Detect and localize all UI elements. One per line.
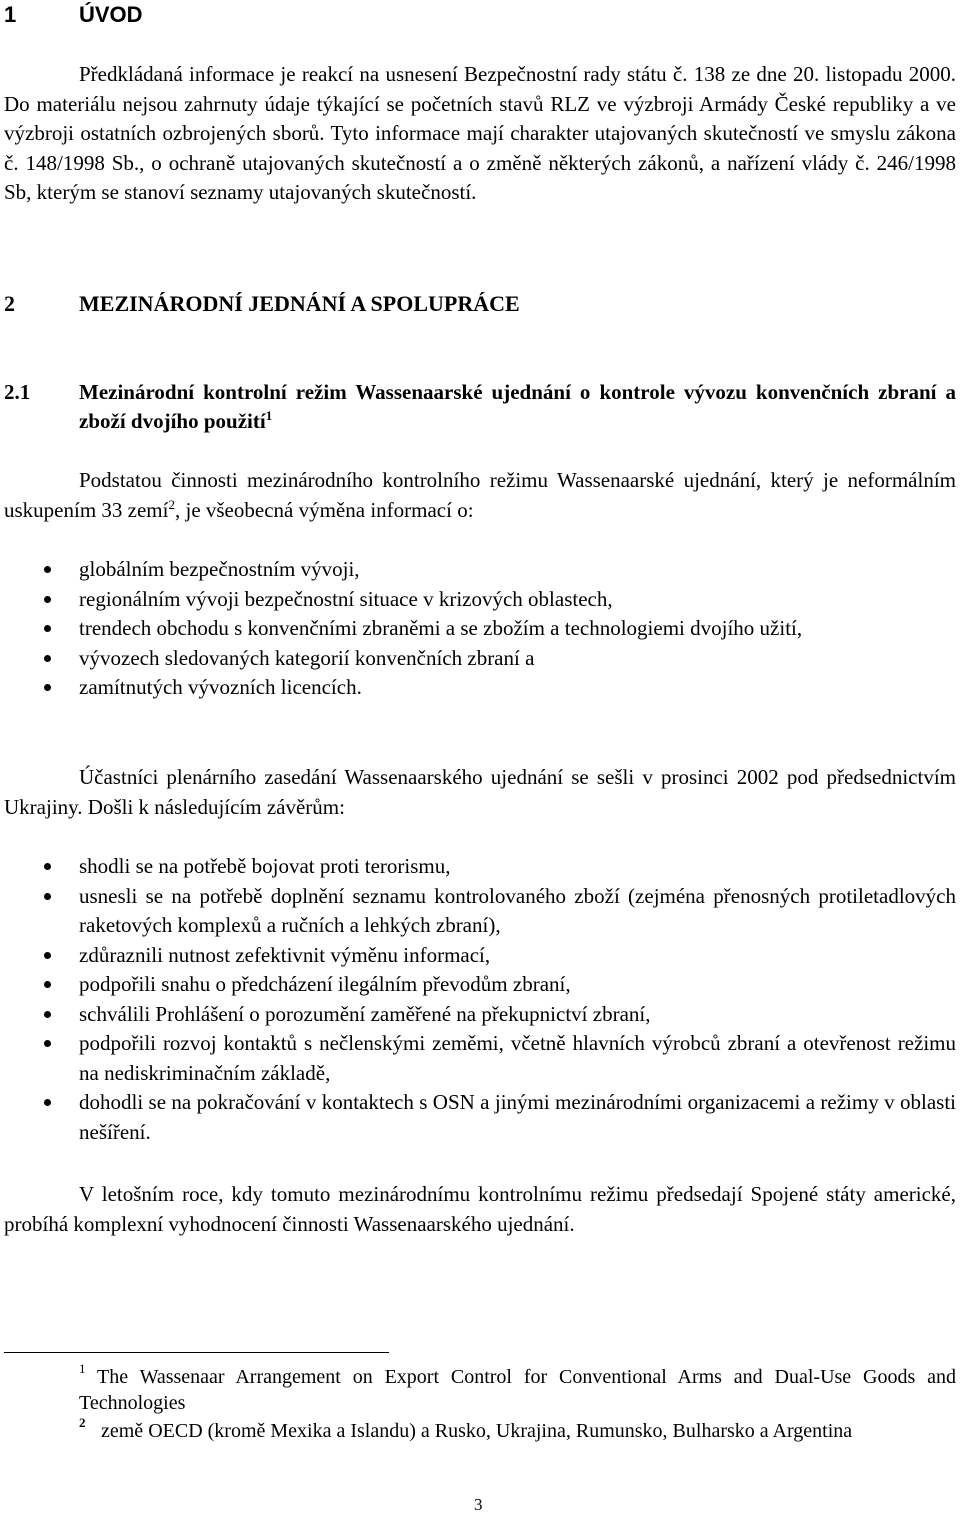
list-item-text: dohodli se na pokračování v kontaktech s OSN a jinými mezinárodními organizacemi a režimy v oblasti nešíření. (79, 1090, 956, 1144)
list-item-text: podpořili snahu o předcházení ilegálním převodům zbraní, (79, 972, 571, 996)
bullet-icon (44, 952, 51, 959)
list-item (4, 1000, 956, 1030)
list-item (4, 644, 956, 674)
section-1-heading (4, 2, 143, 28)
intro-paragraph: Předkládaná informace je reakcí na usnesení Bezpečnostní rady státu č. 138 ze dne 20. listopadu 2000. Do materiálu nejsou zahrnuty údaje týkající se početních stavů RLZ ve výzbroji Armády České republiky a ve výzbroji ostatních ozbrojených sborů. Tyto informace mají charakter utajovaných skutečností ve smyslu zákona č. 148/1998 Sb., o ochraně utajovaných skutečností a o změně některých zákonů, a nařízení vlády č. 246/1998 Sb, kterým se stanoví seznamy utajovaných skutečností. (4, 62, 956, 204)
list-item-text: regionálním vývoji bezpečnostní situace v krizových oblastech, (79, 586, 613, 611)
list-item (4, 614, 956, 644)
bullet-icon (44, 655, 51, 662)
footnote-2-text: země OECD (kromě Mexika a Islandu) a Rusko, Ukrajina, Rumunsko, Bulharsko a Argentina (101, 1420, 853, 1442)
section-2-1-number: 2.1 (4, 380, 31, 404)
footnote-separator (4, 1352, 389, 1353)
footnote-1-mark: 1 (79, 1361, 86, 1376)
section-2-title: MEZINÁRODNÍ JEDNÁNÍ A SPOLUPRÁCE (79, 291, 520, 316)
bullet-icon (44, 596, 51, 603)
bullet-icon (44, 893, 51, 900)
list-item (4, 1029, 956, 1088)
list-item-text: zamítnutých vývozních licencích. (79, 675, 362, 699)
list-item-text: usnesli se na potřebě doplnění seznamu kontrolovaného zboží (zejména přenosných protiletadlových raketových komplexů a ručních a lehkých zbraní), (79, 883, 956, 937)
bullet-icon (44, 863, 51, 870)
footnote-ref-1: 1 (265, 408, 273, 423)
list-item-text: globálním bezpečnostním vývoji, (79, 557, 360, 581)
list-item (4, 882, 956, 941)
list-item-text: podpořili rozvoj kontaktů s nečlenskými zeměmi, včetně hlavních výrobců zbraní a otevřenost režimu na nediskriminačním základě, (79, 1031, 956, 1085)
bullet-icon (44, 1099, 51, 1106)
footnote-2-mark: 2 (79, 1415, 86, 1430)
list-item (4, 970, 956, 1000)
list-item-text: zdůraznili nutnost zefektivnit výměnu informací, (79, 942, 491, 967)
list-item-text: vývozech sledovaných kategorií konvenčních zbraní a (79, 645, 535, 670)
page-number: 3 (474, 1495, 483, 1514)
current-year-paragraph: V letošním roce, kdy tomuto mezinárodnímu kontrolnímu režimu předsedají Spojené státy americké, probíhá komplexní vyhodnocení činnosti Wassenaarského ujednání. (4, 1182, 956, 1236)
bullet-icon (44, 566, 51, 573)
bullet-icon (44, 684, 51, 691)
section-1-title: ÚVOD (79, 2, 143, 27)
footnote-2 (79, 1415, 956, 1444)
list-item-text: trendech obchodu s konvenčními zbraněmi a se zbožím a technologiemi dvojího užití, (79, 616, 803, 640)
wassenaar-intro-text-end: , je všeobecná výměna informací o: (174, 497, 474, 522)
section-1-number: 1 (4, 2, 17, 27)
list-item (4, 1088, 956, 1147)
section-2-1-heading (4, 378, 956, 436)
bullet-icon (44, 625, 51, 632)
bullet-icon (44, 1011, 51, 1018)
footnote-1-text: The Wassenaar Arrangement on Export Control for Conventional Arms and Dual-Use Goods and Technologies (79, 1366, 956, 1414)
list-item-text: shodli se na potřebě bojovat proti terorismu, (79, 854, 451, 878)
wassenaar-intro-paragraph (4, 466, 956, 525)
section-2-heading (4, 290, 520, 318)
wassenaar-intro-text: Podstatou činnosti mezinárodního kontrolního režimu Wassenaarské ujednání, který je neformálním uskupením 33 zemí (4, 468, 956, 522)
list-item (4, 555, 956, 585)
bullet-icon (44, 1040, 51, 1047)
section-2-1-title: Mezinárodní kontrolní režim Wassenaarské ujednání o kontrole vývozu konvenčních zbraní a zboží dvojího použití (79, 380, 956, 433)
list-item-text: schválili Prohlášení o porozumění zaměřené na překupnictví zbraní, (79, 1001, 651, 1026)
list-item (4, 673, 956, 703)
plenary-paragraph: Účastníci plenárního zasedání Wassenaarského ujednání se sešli v prosinci 2002 pod předsednictvím Ukrajiny. Došli k následujícím závěrům: (4, 765, 956, 819)
footnote-1 (79, 1361, 956, 1416)
list-item (4, 585, 956, 615)
section-2-1-title-wrap (79, 378, 956, 436)
conclusions-list (4, 852, 956, 1147)
bullet-icon (44, 981, 51, 988)
list-item (4, 941, 956, 971)
info-exchange-list (4, 555, 956, 703)
footnote-ref-2: 2 (168, 496, 175, 512)
list-item (4, 852, 956, 882)
section-2-number: 2 (4, 291, 15, 316)
